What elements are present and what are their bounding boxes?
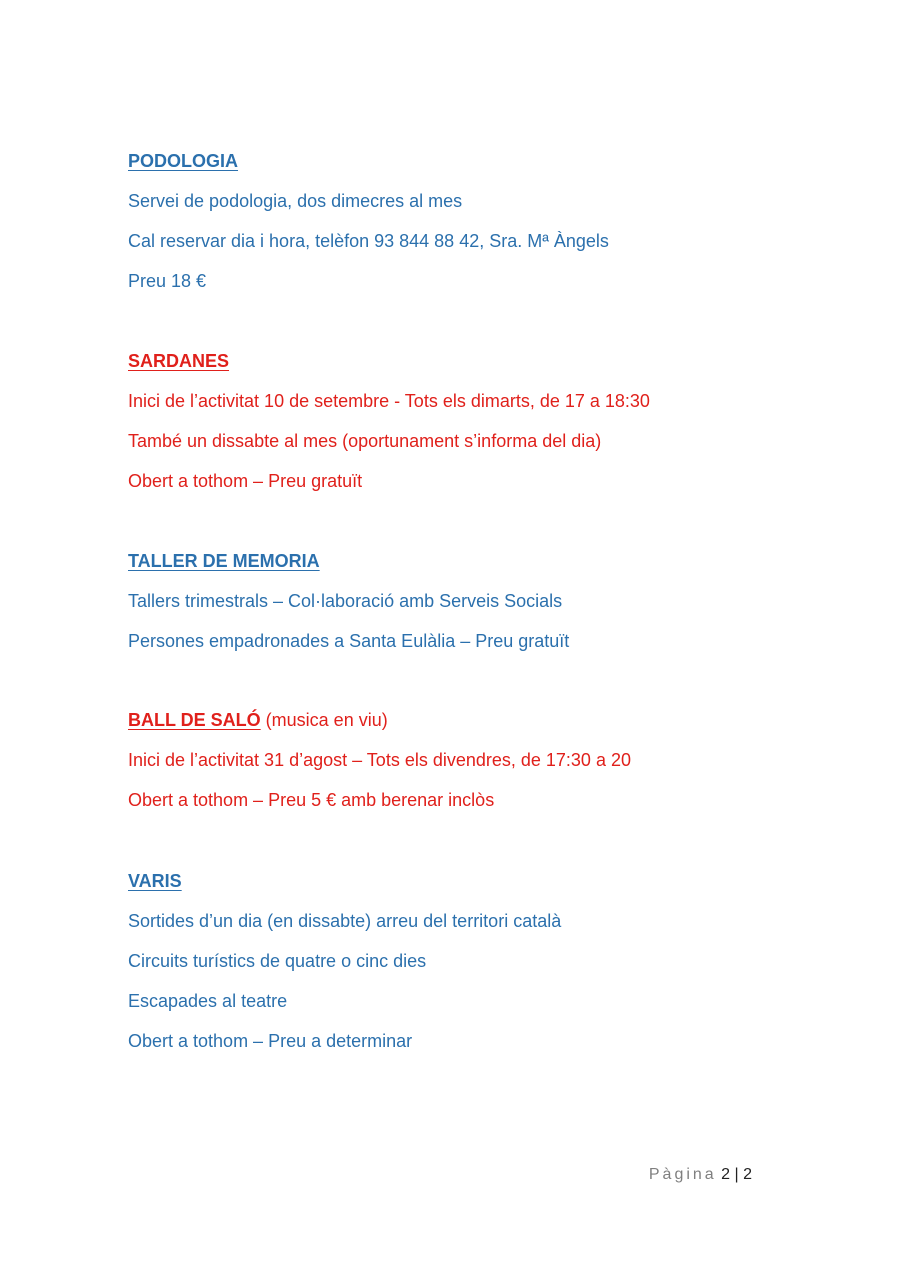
section-taller-memoria-line-2: Persones empadronades a Santa Eulàlia – Preu gratuït — [128, 631, 570, 651]
section-taller-memoria-title-line — [128, 549, 320, 573]
section-sardanes-line-2: També un dissabte al mes (oportunament s’informa del dia) — [128, 431, 602, 451]
section-taller-memoria-line-1: Tallers trimestrals – Col·laboració amb Serveis Socials — [128, 591, 563, 611]
section-ball-salo-line-2: Obert a tothom – Preu 5 € amb berenar inclòs — [128, 790, 495, 810]
section-ball-salo-heading: BALL DE SALÓ — [128, 710, 261, 730]
section-varis-line-2: Circuits turístics de quatre o cinc dies — [128, 951, 427, 971]
section-taller-memoria-heading: TALLER DE MEMORIA — [128, 551, 320, 571]
section-podologia-line-2: Cal reservar dia i hora, telèfon 93 844 88 42, Sra. Mª Àngels — [128, 231, 609, 251]
page-footer — [649, 1164, 752, 1186]
section-ball-salo-subtitle: (musica en viu) — [260, 710, 388, 730]
section-podologia-line-1: Servei de podologia, dos dimecres al mes — [128, 191, 463, 211]
section-podologia-line-3: Preu 18 € — [128, 271, 207, 291]
section-sardanes-heading: SARDANES — [128, 351, 230, 371]
page-label: Pàgina — [648, 1166, 717, 1183]
section-varis-line-4: Obert a tothom – Preu a determinar — [128, 1031, 413, 1051]
section-varis-line-3: Escapades al teatre — [128, 991, 288, 1011]
section-varis-line-1: Sortides d’un dia (en dissabte) arreu del territori català — [128, 911, 562, 931]
section-sardanes-line-1: Inici de l’activitat 10 de setembre - Tots els dimarts, de 17 a 18:30 — [128, 391, 650, 411]
section-sardanes-line-3: Obert a tothom – Preu gratuït — [128, 471, 363, 491]
section-varis-heading: VARIS — [128, 871, 182, 891]
section-ball-salo-title-line — [128, 708, 388, 732]
section-podologia-title-line — [128, 149, 238, 173]
page-number: 2 | 2 — [721, 1166, 752, 1183]
section-varis-title-line — [128, 869, 182, 893]
section-sardanes-title-line — [128, 349, 229, 373]
section-podologia-heading: PODOLOGIA — [128, 151, 239, 171]
section-ball-salo-line-1: Inici de l’activitat 31 d’agost – Tots els divendres, de 17:30 a 20 — [128, 750, 631, 770]
